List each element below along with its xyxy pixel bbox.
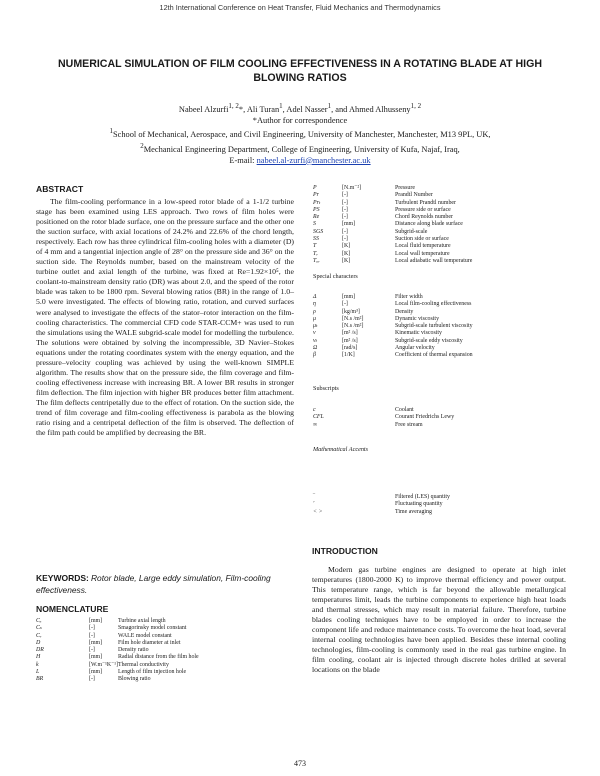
- paper-title: NUMERICAL SIMULATION OF FILM COOLING EFFECTIVENESS IN A ROTATING BLADE AT HIGH BLOWING RATIOS: [58, 58, 542, 84]
- nomenclature-sym: μ: [313, 315, 316, 322]
- author-sup: 1, 2: [410, 102, 422, 110]
- nomenclature-desc: Subgrid-scale: [395, 228, 428, 235]
- nomenclature-desc: Prandtl Number: [395, 192, 433, 199]
- nomenclature-row: [36, 618, 199, 625]
- nomenclature-desc: Turbine axial length: [118, 618, 166, 624]
- math-accents-heading: Mathematical Accents: [313, 446, 369, 453]
- nomenclature-desc: Radial distance from the film hole: [118, 654, 199, 661]
- nomenclature-row: [313, 258, 472, 265]
- nomenclature-sym: CFL: [313, 414, 324, 421]
- nomenclature-row: [313, 192, 472, 199]
- nomenclature-sym: Pr: [313, 192, 319, 199]
- email-line: [0, 156, 600, 167]
- special-characters-table: [313, 294, 473, 360]
- nomenclature-row: [313, 338, 473, 345]
- nomenclature-desc: Subgrid-scale turbulent viscosity: [395, 323, 473, 330]
- nomenclature-sym: Tᵥ: [313, 250, 318, 257]
- nomenclature-sym: Re: [313, 214, 320, 221]
- email-label: E-mail:: [229, 155, 257, 165]
- author-nasser: , Adel Nasser: [282, 104, 328, 114]
- keywords-label: KEYWORDS:: [36, 573, 89, 583]
- nomenclature-desc: Courant Friedrichs Lewy: [395, 414, 455, 421]
- subscripts-table: [313, 407, 454, 429]
- nomenclature-row: [313, 407, 454, 414]
- nomenclature-unit: [mm]: [89, 654, 103, 661]
- nomenclature-sym: S: [313, 221, 316, 228]
- nomenclature-sym: T: [313, 243, 317, 250]
- nomenclature-sym: β: [313, 352, 316, 359]
- nomenclature-unit: [-]: [342, 228, 348, 235]
- nomenclature-unit: [kg/m³]: [342, 308, 360, 315]
- nomenclature-desc: Suction side or surface: [395, 236, 449, 243]
- math-accents-table: [313, 494, 450, 516]
- nomenclature-sym: BR: [36, 676, 44, 683]
- subscripts-heading: Subscripts: [313, 385, 339, 392]
- aff-sup: 1: [109, 127, 113, 136]
- nomenclature-sym: ν: [313, 330, 316, 337]
- nomenclature-sym: ‾: [313, 494, 315, 500]
- nomenclature-sym: Prₜ: [313, 199, 321, 206]
- author-sup: 1, 2: [228, 102, 239, 110]
- nomenclature-row: [313, 229, 472, 236]
- nomenclature-unit: [m² /s]: [342, 337, 358, 344]
- page-number: 473: [294, 759, 306, 768]
- aff-text: School of Mechanical, Aerospace, and Civil Engineering, University of Manchester, Manchester, M13 9PL, UK,: [112, 130, 491, 140]
- nomenclature-sym: ′: [313, 501, 315, 508]
- nomenclature-row: [313, 309, 473, 316]
- affiliation-2: [0, 141, 600, 156]
- nomenclature-row: [36, 654, 199, 661]
- nomenclature-heading: NOMENCLATURE: [36, 604, 109, 614]
- nomenclature-desc: Local wall temperature: [395, 250, 450, 257]
- nomenclature-desc: Angular velocity: [395, 345, 435, 352]
- aff-sup: 2: [140, 141, 144, 150]
- nomenclature-row: [36, 625, 199, 632]
- keywords: [36, 573, 294, 596]
- nomenclature-desc: Free stream: [395, 421, 423, 428]
- nomenclature-unit: [K]: [342, 257, 351, 264]
- nomenclature-desc: Blowing ratio: [118, 676, 151, 683]
- abstract-text: The film-cooling performance in a low-speed rotor blade of a 1-1/2 turbine stage has been examined using LES approach. Two rows of film holes were positioned on the rotor blade surface, one on the pressure surface and the other one the suction surface, with axial locations of 24.2% and 22.6% of the chord length, respectively. Each row has three cylindrical film-cooling holes with a diameter (D) of 4 mm and a tangential injection angle of 28° on the pressure side and 36° on the suction side. The Reynolds number, based on the mainstream velocity of the turbine outlet and axial length of the turbine, was fixed at Re=1.92×10⁵, the coolant-to-mainstream density ratio (DR) was about 2.0, and the speed of the rotor blade was taken to be 1800 rpm. Several blowing ratios (BR) in the range of 1.0–5.0 were investigated. The effects of blowing ratio, rotation, and curved surfaces were analysed to investigate the effects of the stator–rotor interaction on the film-cooling characteristics. The commercial CFD code STAR-CCM+ was used to run the simulations using the WALE subgrid-scale model for modelling the turbulence. The solutions were obtained by solving the incompressible, 3D Navier–Stokes equations under the rotating coordinates system with the energy equation, and the pressure–velocity coupling was achieved by using the well-known SIMPLE algorithm. The results show that on the pressure side, the film coverage and film-cooling effectiveness increase with increasing BR. A lower BR results in stronger film deflection. The film injection with higher BR produces better film attachment. The film deflects centripetally due to the effect of rotation. On the suction side, the trend of film coverage and film-cooling effectiveness is parabola as the blowing ratio rising and a centripetal deflection of the film is observed. The deflection of the film path could be amplified by decreasing the BR.: [36, 197, 294, 438]
- nomenclature-unit: [N.m⁻²]: [342, 185, 362, 191]
- nomenclature-desc: Distance along blade surface: [395, 221, 463, 228]
- nomenclature-row: [36, 633, 199, 640]
- nomenclature-unit: [mm]: [89, 639, 103, 646]
- nomenclature-unit: [N.s /m²]: [342, 323, 364, 330]
- nomenclature-sym: D: [36, 639, 41, 646]
- nomenclature-row: [313, 200, 472, 207]
- nomenclature-row: [313, 185, 472, 192]
- nomenclature-unit: [-]: [342, 236, 348, 243]
- nomenclature-row: [313, 301, 473, 308]
- nomenclature-sym: DR: [36, 647, 44, 654]
- nomenclature-row: [313, 207, 472, 214]
- corresponding-note: *Author for correspondence: [252, 115, 348, 125]
- author-turan: *, Ali Turan: [238, 104, 280, 114]
- nomenclature-desc: Turbulent Prandtl number: [395, 199, 456, 206]
- aff-text: Mechanical Engineering Department, College of Engineering, University of Kufa, Najaf, Iraq,: [143, 144, 460, 154]
- author-block: [0, 101, 600, 166]
- affiliation-1: [0, 126, 600, 141]
- nomenclature-sym: ∞: [313, 421, 318, 428]
- nomenclature-sym: Cₓ: [36, 618, 42, 624]
- nomenclature-unit: [W.m⁻¹K⁻¹]: [89, 661, 119, 668]
- nomenclature-sym: Tₐᵥ: [313, 257, 320, 264]
- nomenclature-desc: Length of film injection hole: [118, 669, 187, 676]
- author-sup: 1: [279, 102, 283, 110]
- nomenclature-unit: [-]: [342, 206, 348, 213]
- nomenclature-sym: k: [36, 661, 39, 668]
- nomenclature-row: [313, 494, 450, 501]
- nomenclature-row: [313, 243, 472, 250]
- nomenclature-desc: Thermal conductivity: [118, 661, 169, 668]
- nomenclature-row: [313, 251, 472, 258]
- nomenclature-unit: [mm]: [342, 294, 356, 300]
- introduction-text: Modern gas turbine engines are designed to operate at high inlet temperatures (1800-2000 K) to improve thermal efficiency and power output. This temperature range, which is far beyond the allowable metallurgical temperatures limit, leads the turbine components to experience high heat loads and thermal stresses, which may result in material failure. Therefore, turbine blades cooling techniques have to be employed in order to increase the component life and reduce maintenance costs. To overcome the heat load, several internal cooling technologies have been applied. Besides these internal cooling technologies, film-cooling is commonly used in the real gas turbine engine. In film cooling, coolant air is injected through discrete holes drilled at several locations on the blade: [312, 565, 566, 675]
- nomenclature-desc: Time averaging: [395, 508, 432, 515]
- nomenclature-row: [313, 221, 472, 228]
- nomenclature-desc: Density: [395, 308, 414, 315]
- nomenclature-row: [313, 414, 454, 421]
- nomenclature-unit: [K]: [342, 250, 351, 257]
- nomenclature-unit: [rad/s]: [342, 345, 358, 352]
- author-alzurfi: Nabeel Alzurfi: [178, 104, 229, 114]
- nomenclature-unit: [m² /s]: [342, 330, 358, 337]
- nomenclature-desc: Smagorinsky model constant: [118, 625, 187, 632]
- nomenclature-sym: Δ: [313, 294, 317, 300]
- author-alhusseny: , and Ahmed Alhusseny: [331, 104, 411, 114]
- nomenclature-desc: Density ratio: [118, 647, 149, 654]
- nomenclature-unit: [1/K]: [342, 352, 355, 359]
- nomenclature-desc: WALE model constant: [118, 632, 172, 639]
- nomenclature-row: [36, 676, 199, 683]
- nomenclature-unit: [-]: [342, 214, 348, 221]
- nomenclature-sym: μₜ: [313, 323, 318, 330]
- nomenclature-unit: [mm]: [89, 618, 103, 624]
- author-sup: 1: [327, 102, 332, 110]
- nomenclature-row: [313, 352, 473, 359]
- nomenclature-sym: SS: [313, 236, 319, 243]
- nomenclature-unit: [-]: [89, 632, 95, 639]
- nomenclature-desc: Local adiabatic wall temperature: [395, 257, 473, 264]
- nomenclature-desc: Coolant: [395, 407, 414, 413]
- author-line: [0, 101, 600, 116]
- nomenclature-desc: Chord Reynolds number: [395, 214, 453, 221]
- introduction-heading: INTRODUCTION: [312, 546, 378, 556]
- nomenclature-sym: ρ: [313, 308, 316, 315]
- nomenclature-desc: Local film-cooling effectiveness: [395, 301, 472, 308]
- nomenclature-desc: Fluctuating quantity: [395, 501, 443, 508]
- nomenclature-desc: Pressure: [395, 185, 415, 191]
- special-characters-heading: Special characters: [313, 273, 358, 280]
- nomenclature-sym: PS: [313, 206, 320, 213]
- nomenclature-unit: [-]: [89, 647, 95, 654]
- nomenclature-desc: Subgrid-scale eddy viscosity: [395, 337, 463, 344]
- nomenclature-row: [36, 640, 199, 647]
- nomenclature-desc: Kinematic viscosity: [395, 330, 442, 337]
- nomenclature-unit: [-]: [89, 676, 95, 683]
- nomenclature-row: [36, 662, 199, 669]
- nomenclature-row: [313, 422, 454, 429]
- keywords-text: Rotor blade, Large eddy simulation, Film-cooling effectiveness.: [36, 573, 271, 595]
- nomenclature-row: [313, 330, 473, 337]
- nomenclature-desc: Film hole diameter at inlet: [118, 639, 181, 646]
- nomenclature-sym: c: [313, 407, 316, 413]
- nomenclature-row: [36, 669, 199, 676]
- nomenclature-desc: Local fluid temperature: [395, 243, 451, 250]
- nomenclature-unit: [-]: [342, 301, 348, 308]
- nomenclature-desc: Coefficient of thermal expansion: [395, 352, 473, 359]
- nomenclature-desc: Filter width: [395, 294, 423, 300]
- nomenclature-unit: [N.s /m²]: [342, 315, 364, 322]
- nomenclature-sym: H: [36, 654, 41, 661]
- nomenclature-unit: [-]: [342, 192, 348, 199]
- nomenclature-sym: Cₛ: [36, 625, 42, 632]
- nomenclature-sym: νₜ: [313, 337, 318, 344]
- nomenclature-row: [313, 316, 473, 323]
- nomenclature-unit: [K]: [342, 243, 351, 250]
- abstract-heading: ABSTRACT: [36, 184, 84, 194]
- nomenclature-row: [313, 323, 473, 330]
- nomenclature-sym: Ω: [313, 345, 318, 352]
- nomenclature-desc: Dynamic viscosity: [395, 315, 440, 322]
- nomenclature-desc: Filtered (LES) quantity: [395, 494, 450, 500]
- nomenclature-unit: [-]: [89, 625, 95, 632]
- email-link[interactable]: nabeel.al-zurfi@manchester.ac.uk: [256, 155, 371, 165]
- nomenclature-sym: η: [313, 301, 316, 308]
- nomenclature-unit: [mm]: [89, 669, 103, 676]
- nomenclature-table-left: [36, 618, 199, 684]
- nomenclature-sym: Cᵥ: [36, 632, 42, 639]
- nomenclature-table-right: [313, 185, 472, 265]
- nomenclature-sym: SGS: [313, 228, 324, 235]
- nomenclature-desc: Pressure side or surface: [395, 206, 451, 213]
- nomenclature-row: [313, 501, 450, 508]
- nomenclature-unit: [-]: [342, 199, 348, 206]
- nomenclature-row: [313, 509, 450, 516]
- nomenclature-sym: P: [313, 185, 317, 191]
- nomenclature-unit: [mm]: [342, 221, 356, 228]
- nomenclature-sym: < >: [313, 508, 323, 515]
- nomenclature-sym: L: [36, 669, 40, 676]
- conference-header: 12th International Conference on Heat Transfer, Fluid Mechanics and Thermodynamics: [159, 3, 441, 12]
